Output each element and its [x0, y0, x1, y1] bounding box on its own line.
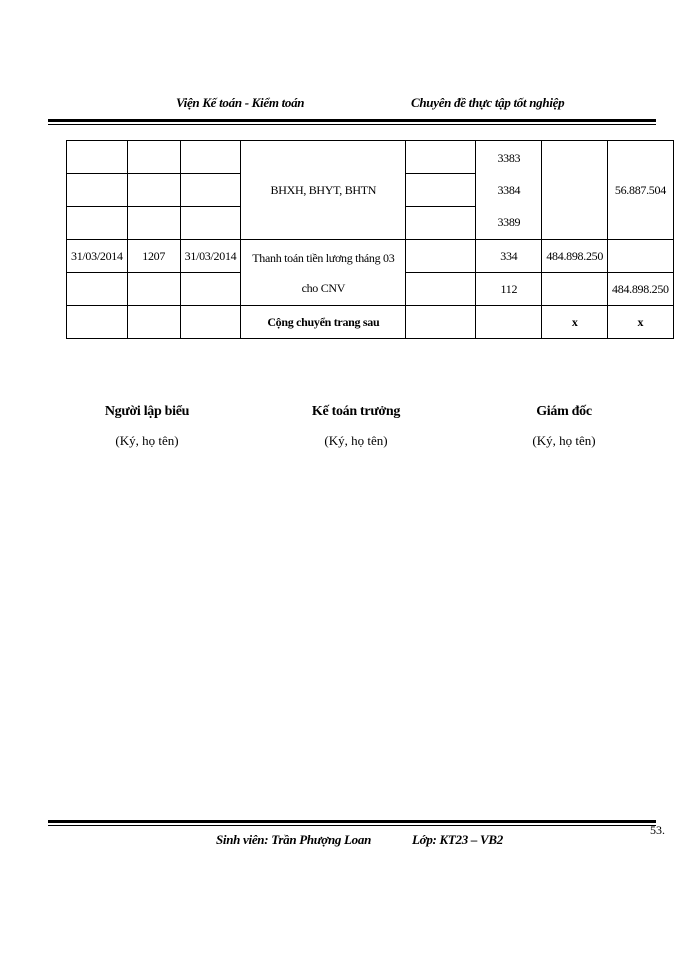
cell-empty [180, 174, 241, 207]
cell-empty [406, 207, 476, 240]
cell-credit: 484.898.250 [608, 273, 674, 306]
table-row [67, 240, 674, 273]
cell-empty [67, 207, 128, 240]
cell-debit [542, 273, 608, 306]
page-number: 53. [650, 823, 665, 837]
cell-empty [406, 273, 476, 306]
cell-empty [127, 306, 180, 339]
cell-empty [67, 174, 128, 207]
total-debit: x [542, 306, 608, 339]
cell-empty [127, 273, 180, 306]
cell-date2: 31/03/2014 [180, 240, 241, 273]
signature-sub: (Ký, họ tên) [324, 433, 388, 448]
cell-account: 334 [476, 240, 542, 273]
cell-empty [180, 207, 241, 240]
cell-account: 112 [476, 273, 542, 306]
footer-class: Lớp: KT23 – VB2 [412, 832, 503, 847]
cell-description: Thanh toán tiền lương tháng 03 cho CNV [241, 240, 406, 306]
footer-student: Sinh viên: Trần Phượng Loan [216, 832, 371, 847]
header-institute: Viện Kế toán - Kiểm toán [176, 95, 305, 110]
signature-title: Giám đốc [536, 404, 592, 419]
signature-director [464, 404, 664, 449]
signature-sub: (Ký, họ tên) [532, 433, 596, 448]
cell-empty [180, 306, 241, 339]
cell-empty [406, 306, 476, 339]
account-3383: 3383 [497, 151, 521, 165]
cell-empty [127, 207, 180, 240]
cell-date2 [180, 141, 241, 174]
footer-rule-thick [48, 820, 656, 823]
cell-blank [406, 141, 476, 174]
table-row [67, 141, 674, 174]
cell-debit: 484.898.250 [542, 240, 608, 273]
ledger-table [66, 140, 674, 339]
cell-credit: 56.887.504 [608, 141, 674, 240]
header-report-title: Chuyên đề thực tập tốt nghiệp [411, 95, 565, 110]
header-rule-thick [48, 119, 656, 122]
header-rule-thin [48, 124, 656, 125]
signature-chief-accountant [256, 404, 456, 449]
table-row-total [67, 306, 674, 339]
cell-debit [542, 141, 608, 240]
cell-number: 1207 [127, 240, 180, 273]
cell-empty [180, 273, 241, 306]
signature-preparer [47, 404, 247, 449]
cell-date [67, 141, 128, 174]
cell-blank [406, 240, 476, 273]
cell-number [127, 141, 180, 174]
signature-sub: (Ký, họ tên) [115, 433, 179, 448]
cell-empty [476, 306, 542, 339]
signature-title: Người lập biểu [104, 404, 190, 419]
total-label: Cộng chuyển trang sau [241, 306, 406, 339]
cell-description: BHXH, BHYT, BHTN [241, 141, 406, 240]
cell-date: 31/03/2014 [67, 240, 128, 273]
footer-rule-thin [48, 825, 656, 826]
signature-title: Kế toán trưởng [311, 404, 401, 419]
cell-empty [67, 306, 128, 339]
cell-accounts [476, 141, 542, 240]
cell-credit [608, 240, 674, 273]
total-credit: x [608, 306, 674, 339]
cell-empty [127, 174, 180, 207]
account-3389: 3389 [497, 215, 521, 229]
cell-empty [406, 174, 476, 207]
account-3384: 3384 [497, 183, 521, 197]
cell-empty [67, 273, 128, 306]
